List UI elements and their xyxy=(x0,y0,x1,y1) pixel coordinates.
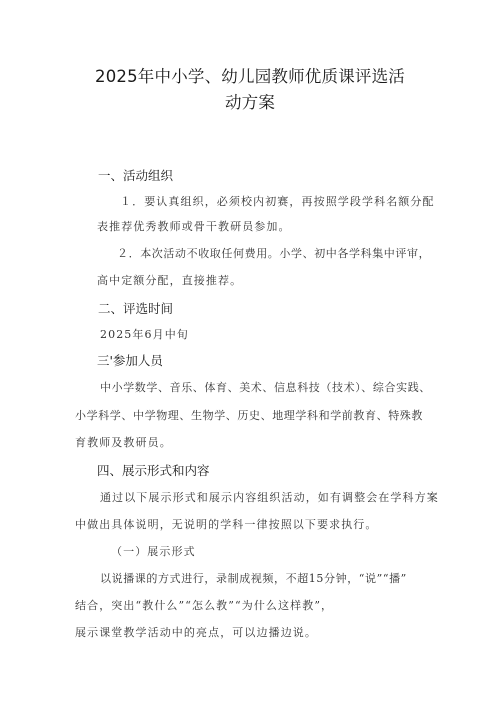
section-heading-format-content: 四、展示形式和内容 xyxy=(97,463,210,478)
paragraph-line: 以说播课的方式进行，录制成视频，不超15分钟，“说”“播” xyxy=(100,572,407,585)
subsection-heading-format: （一）展示形式 xyxy=(111,545,196,558)
section-heading-schedule: 二、评选时间 xyxy=(98,301,174,316)
paragraph-line: 育教师及教研员。 xyxy=(75,436,172,449)
paragraph-line: 结合，突出“教什么”“怎么教”“为什么这样教”， xyxy=(75,599,334,612)
paragraph-line: 高中定额分配，直接推荐。 xyxy=(97,274,243,287)
section-heading-organization: 一、活动组织 xyxy=(98,168,174,183)
paragraph-line: 中小学数学、音乐、体育、美术、信息科技（技术）、综合实践、 xyxy=(100,381,431,394)
document-title-line-2: 动方案 xyxy=(224,93,276,112)
paragraph-line: 展示课堂教学活动中的亮点，可以边播边说。 xyxy=(75,626,317,639)
paragraph-line: 表推荐优秀教师或骨干教研员参加。 xyxy=(97,220,291,233)
section-heading-participants: 三'参加人员 xyxy=(97,353,163,368)
paragraph-line: 中做出具体说明，无说明的学科一律按照以下要求执行。 xyxy=(75,518,378,531)
paragraph-line: ２．本次活动不收取任何费用。小学、初中各学科集中评审， xyxy=(117,247,431,260)
paragraph-line: 2025年6月中旬 xyxy=(100,328,189,341)
paragraph-line: 通过以下展示形式和展示内容组织活动，如有调整会在学科方案 xyxy=(100,491,439,504)
document-title-line-1: 2025年中小学、幼儿园教师优质课评选活 xyxy=(95,67,405,86)
paragraph-line: １．要认真组织，必须校内初赛，再按照学段学科名额分配 xyxy=(120,195,435,208)
paragraph-line: 小学科学、中学物理、生物学、历史、地理学科和学前教育、特殊教 xyxy=(75,409,423,422)
